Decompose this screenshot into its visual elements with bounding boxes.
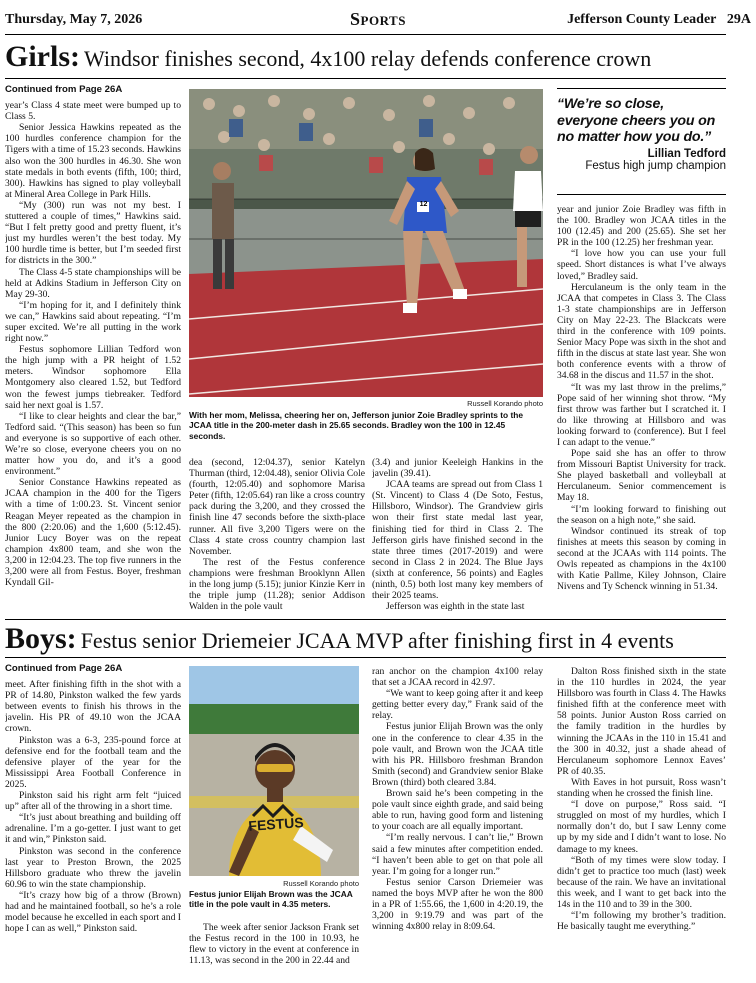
boys-paragraph: “It’s just about breathing and building off adrenaline. I’m a go-getter. I just want to get it and win,” Pinkston said. bbox=[5, 812, 181, 846]
section-name: Sports bbox=[350, 9, 406, 29]
girls-paragraph: (3.4) and junior Keeleigh Hankins in the javelin (39.41). bbox=[372, 457, 543, 480]
girls-paragraph: dea (second, 12:04.37), senior Katelyn Thurman (third, 12:04.48), senior Olivia Cole (fourth, 12:05.40) and sophomore Marisa Peter (fifth, 12:05.64) ran like a cross country pack during the 3,200, and they crossed the finish line 47 seconds before the sixth-place runner. All five 3,200 Tigers were on the Class 4 state cross country champion last November. bbox=[189, 457, 365, 557]
pole-vaulter-photo-image bbox=[189, 666, 359, 876]
boys-paragraph: “It’s crazy how big of a throw (Brown) had and he maintained football, so he’s a role model because he excelled in each sport and I hope I can as well,” Pinkston said. bbox=[5, 889, 181, 935]
girls-column-2 bbox=[189, 457, 365, 617]
boys-top-rule bbox=[5, 619, 726, 620]
girls-paragraph: Pope said she has an offer to throw from Missouri Baptist University for track. She played basketball and volleyball at Herculaneum. Senior commencement is May 18. bbox=[557, 448, 726, 504]
boys-paragraph: Pinkston was a 6-3, 235-pound force at defensive end for the football team and the defensive player of the year for the Mississippi Area Football Conference in 2025. bbox=[5, 734, 181, 790]
girls-paragraph: “I like to clear heights and clear the bar,” Tedford said. “(This season) has been so fun and everyone is so supportive of each other. We’re so close, everyone cheers you on no matter how you do, and it’s a good environment.” bbox=[5, 410, 181, 478]
girls-paragraph: The rest of the Festus conference champions were freshman Brooklynn Allen in the long jump (5.15); junior Kinzie Kerr in the triple jump (11.28); senior Addison Walden in the pole vault bbox=[189, 556, 365, 613]
boys-headline-rule bbox=[5, 657, 726, 658]
boys-paragraph: With Eaves in hot pursuit, Ross wasn’t standing when he crossed the finish line. bbox=[557, 776, 726, 800]
girls-paragraph: Windsor continued its streak of top finishes at meets this season by coming in second at the JCAAs with 114 points. The Owls repeated as champions in the 4x100 with Katie Pallme, Kiley Johnson, Claire Nivens and Ty Schenck winning in 51.34. bbox=[557, 525, 726, 593]
girls-paragraph: “It was my last throw in the prelims,” Pope said of her winning shot throw. “My first throw was farther but I scratched it. I do like throwing at Hillsboro and was looking forward to (conference). But I feel I can adapt to the venue.” bbox=[557, 381, 726, 448]
boys-paragraph: Festus senior Carson Driemeier was named the boys MVP after he won the 800 in a PR of 1:55.66, the 1,600 in 4:20.19, the 3,200 in 9:19.79 and was part of the winning 4x800 relay in 8:09.64. bbox=[372, 876, 543, 933]
boys-photo bbox=[189, 666, 359, 876]
girls-paragraph: “I’m hoping for it, and I definitely think we can,” Hawkins said about repeating. “I’m super excited. We’re all putting in the work right now.” bbox=[5, 299, 181, 345]
pullquote-role: Festus high jump champion bbox=[585, 159, 726, 172]
girls-paragraph: “I’m looking forward to finishing out the season on a high note,” she said. bbox=[557, 503, 726, 526]
boys-paragraph: Pinkston said his right arm felt “juiced up” after all of the throwing in a short time. bbox=[5, 790, 181, 813]
girls-headline-rule bbox=[5, 78, 726, 79]
boys-paragraph: ran anchor on the champion 4x100 relay that set a JCAA record in 42.97. bbox=[372, 666, 543, 689]
girls-photo bbox=[189, 89, 543, 397]
boys-paragraph: “Both of my times were slow today. I didn’t get to practice too much (last) week because of the rain. We have an invitational this week, and I want to get back into the 14s in the 110 and to 39 in the 300. bbox=[557, 854, 726, 910]
boys-paragraph: “I’m really nervous. I can’t lie,” Brown said a few minutes after competition ended. “I haven’t been able to get on that pole all year. I’m going for a longer run.” bbox=[372, 832, 543, 877]
pullquote-bottom-rule bbox=[557, 194, 726, 195]
girls-kicker: Girls: bbox=[5, 40, 80, 73]
boys-continued-line: Continued from Page 26A bbox=[5, 663, 123, 674]
boys-column-1 bbox=[5, 663, 181, 978]
girls-paragraph: “I love how you can use your full speed. Short distances is what I’ve always loved,” Bradley said. bbox=[557, 248, 726, 282]
paper-name: Jefferson County Leader bbox=[567, 12, 717, 27]
pullquote-text: “We’re so close, everyone cheers you on no matter how you do.” bbox=[557, 96, 716, 145]
runner-bib-number: 12 bbox=[419, 201, 428, 208]
girls-paragraph: Jefferson was eighth in the state last bbox=[386, 601, 525, 613]
pullquote bbox=[557, 96, 726, 172]
issue-date: Thursday, May 7, 2026 bbox=[5, 12, 143, 27]
jersey-lettering: FESTUS bbox=[247, 814, 305, 834]
girls-paragraph: Senior Constance Hawkins repeated as JCAA champion in the 400 for the Tigers with a time of 1:00.23. St. Vincent senior Reagan Meyer repeated as the champion in the 800 (2:20.06) and the 1,600 (5:12.45). Junior Lucy Boyer was on the repeat champion 4x800 team, and she won the 3,200 in 12:04.23. The top five runners in the 3,200 were all from Festus. Boyer, freshman Kyndall Gil- bbox=[5, 477, 181, 589]
boys-column-4 bbox=[557, 666, 726, 978]
girls-paragraph: year’s Class 4 state meet were bumped up to Class 5. bbox=[5, 100, 181, 123]
boys-headline-text: Festus senior Driemeier JCAA MVP after finishing first in 4 events bbox=[80, 628, 674, 653]
boys-paragraph: Dalton Ross finished sixth in the state in the 110 hurdles in 2024, the year Hillsboro was fourth in Class 4. The Hawks finished fifth at the conference meet with 58 points. Junior Auston Ross carried on the family tradition in the hurdles by winning the JCAAs in the 110 in 15.41 and the 300 in 40.32, just a shade ahead of Herculaneum sophomore Lennox Eaves’ PR of 40.35. bbox=[557, 666, 726, 777]
boys-kicker: Boys: bbox=[5, 622, 77, 655]
boys-photo-caption: Festus junior Elijah Brown was the JCAA title in the pole vault in 4.35 meters. bbox=[189, 889, 353, 910]
girls-paragraph: The Class 4-5 state championships will be held at Adkins Stadium in Jefferson City on May 29-30. bbox=[5, 266, 181, 300]
boys-paragraph: The week after senior Jackson Frank set the Festus record in the 100 in 10.93, he flew to victory in the event at conference in 11.13, was second in the 200 in 22.44 and bbox=[189, 922, 359, 967]
pullquote-top-rule bbox=[557, 88, 726, 89]
sprinter-photo-image bbox=[189, 89, 543, 397]
boys-column-3 bbox=[372, 666, 543, 978]
header-rule bbox=[5, 34, 726, 35]
boys-paragraph: “I dove on purpose,” Ross said. “I struggled on most of my hurdles, which I normally don’t do, but I saw Lenny come up by my side and I didn’t want to lose. No damage to my knees. bbox=[557, 799, 726, 855]
boys-photo-credit: Russell Korando photo bbox=[283, 879, 359, 888]
boys-paragraph: “I’m following my brother’s tradition. He basically taught me everything.” bbox=[557, 910, 726, 933]
girls-headline bbox=[5, 42, 651, 72]
boys-paragraph: Brown said he’s been competing in the pole vault since eighth grade, and said being able to run, having good form and listening to your coach are all equally important. bbox=[372, 788, 543, 833]
page-number: 29A bbox=[726, 12, 751, 27]
boys-paragraph: meet. After finishing fifth in the shot with a PR of 14.80, Pinkston walked the few yards between events to finish his throws in the javelin. His PR of 49.10 won the JCAA crown. bbox=[5, 679, 181, 735]
girls-paragraph: Senior Jessica Hawkins repeated as the 100 hurdles conference champion for the Tigers with a time of 15.23 seconds. Hawkins also won the 300 hurdles in 46.30. She won state medals in both events (fifth, 100; third, 300). Hawkins has signed to play volleyball at Mineral Area College in Park Hills. bbox=[5, 122, 181, 200]
boys-paragraph: Pinkston was second in the conference last year to Preston Brown, the 2025 Hillsboro graduate who threw the javelin 60.96 to win the state championship. bbox=[5, 845, 181, 890]
paper-page bbox=[567, 12, 751, 28]
girls-paragraph: “My (300) run was not my best. I stuttered a couple of times,” Hawkins said. “But I felt pretty good and pretty fluent, it’s just my hurdles weren’t the best today. My 100 hurdle time is better, but I’m seeded first for districts in the 300.” bbox=[5, 199, 181, 267]
boys-headline bbox=[5, 624, 674, 654]
girls-photo-credit: Russell Korando photo bbox=[467, 399, 543, 408]
girls-column-4 bbox=[557, 204, 726, 617]
girls-headline-text: Windsor finishes second, 4x100 relay defends conference crown bbox=[84, 46, 652, 71]
girls-photo-caption: With her mom, Melissa, cheering her on, Jefferson junior Zoie Bradley sprints to the JCAA title in the 200-meter dash in 25.65 seconds. Bradley won the 100 in 12.45 seconds. bbox=[189, 410, 524, 441]
girls-paragraph: JCAA teams are spread out from Class 1 (St. Vincent) to Class 4 (De Soto, Festus, Hillsboro, Windsor). The Grandview girls won their first state medal last year, finishing tied for third in Class 2. The Jefferson girls have finished second in the state three times (2017-2019) and were second in Class 2 in 2024. The Blue Jays (sixth at conference, 56 points) and Eagles (ninth, 0.5) both lost many key members of their 2025 teams. bbox=[372, 479, 543, 602]
girls-paragraph: year and junior Zoie Bradley was fifth in the 100. Bradley won JCAA titles in the 100 (12.45) and 200 (25.65). She set her PR in the 100 (12.25) her freshman year. bbox=[557, 204, 726, 249]
boys-paragraph: Festus junior Elijah Brown was the only one in the conference to clear 4.35 in the pole vault, and Brown won the JCAA title with his PR. Hillsboro freshman Brandon Smith (second) and Grandview senior Blake Brown (third) both cleared 3.84. bbox=[372, 721, 543, 788]
girls-column-3 bbox=[372, 457, 543, 617]
boys-paragraph: “We want to keep going after it and keep getting better every day,” Frank said of the relay. bbox=[372, 688, 543, 722]
girls-paragraph: Festus sophomore Lillian Tedford won the high jump with a PR height of 1.52 meters. Windsor sophomore Ella Montgomery also cleared 1.52, but Tedford won the fewest jumps tiebreaker. Tedford said her next goal is 1.57. bbox=[5, 344, 181, 411]
page-header bbox=[5, 9, 751, 33]
pullquote-name: Lillian Tedford bbox=[647, 147, 726, 160]
boys-column-2 bbox=[189, 922, 359, 978]
girls-paragraph: Herculaneum is the only team in the JCAA that competes in Class 3. The Class 1-3 state championships are in Jefferson City on May 22-23. The Blackcats were third in the conference with 109 points. Senior Macy Pope was sixth in the shot and fifth in the discus at state last year. She won both conference events with a throw of 34.68 in the discus and 11.57 in the shot. bbox=[557, 281, 726, 382]
girls-continued-line: Continued from Page 26A bbox=[5, 84, 123, 95]
girls-column-1 bbox=[5, 84, 181, 616]
